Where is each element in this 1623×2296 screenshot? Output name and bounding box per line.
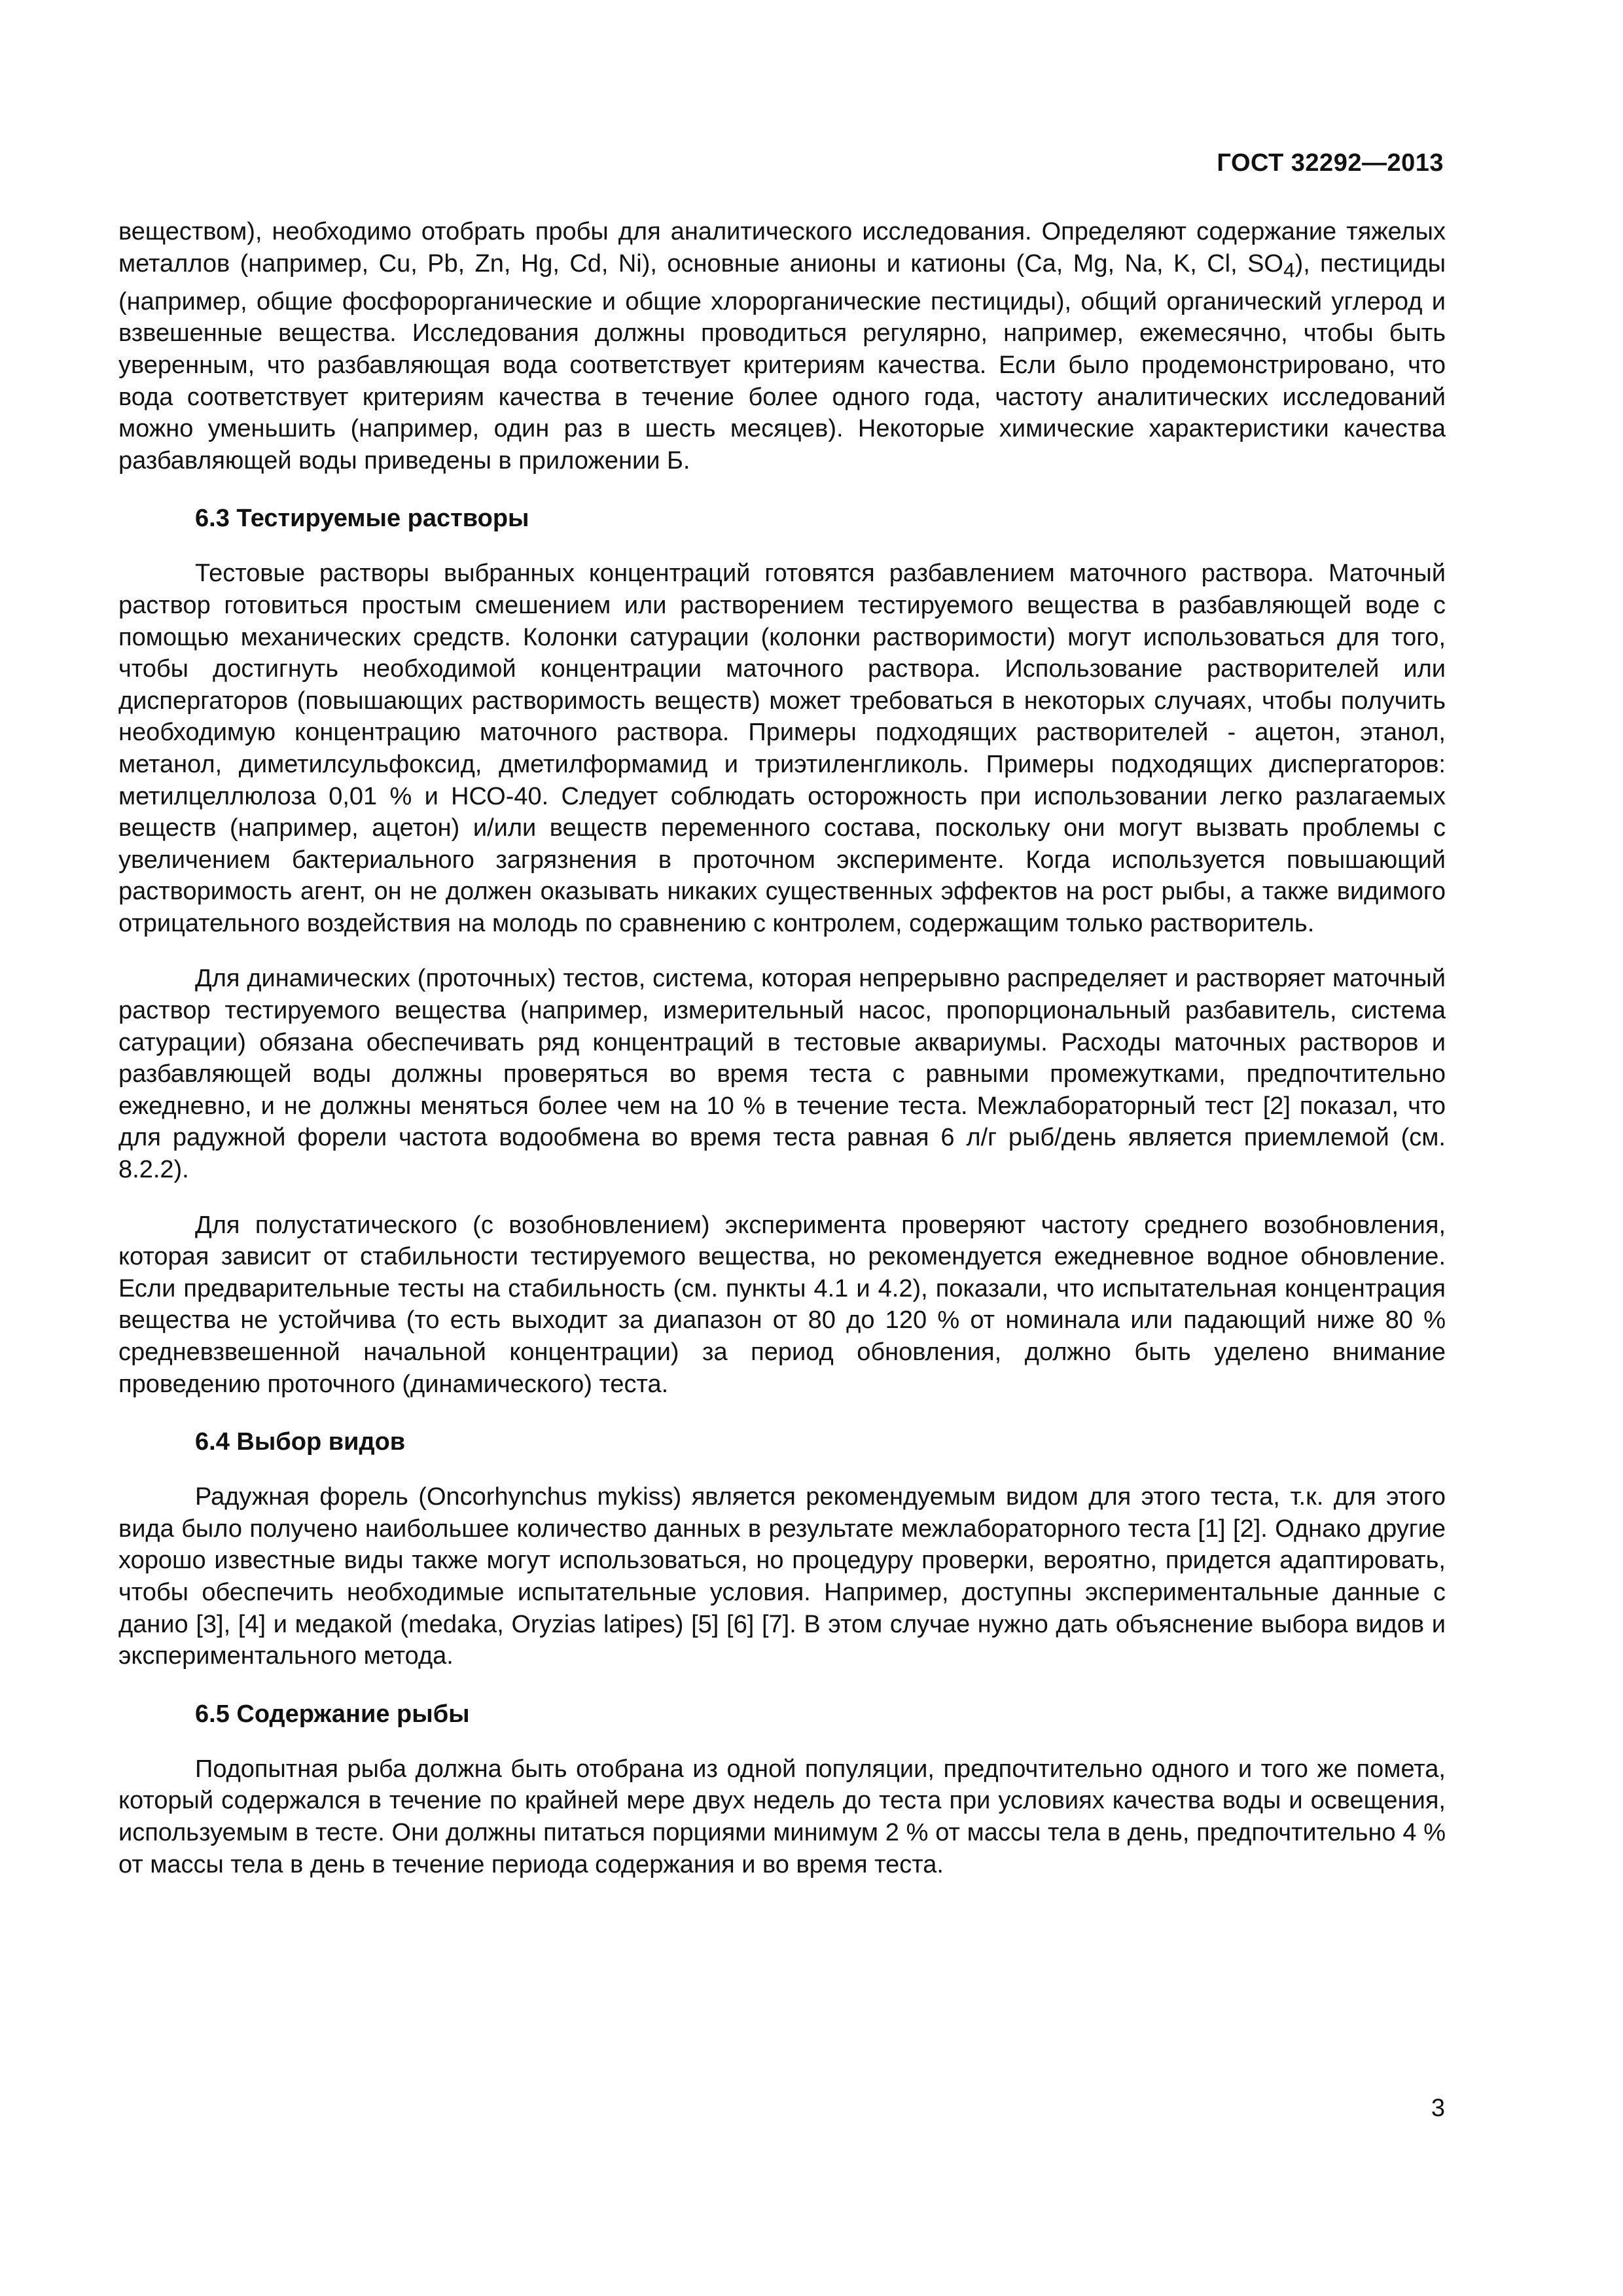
paragraph-continued-text-b: ), пестициды (например, общие фосфорорганические и общие хлорорганические пестициды), общий органический углерод и взвешенные вещества. Исследования должны проводиться регулярно, например, ежемесячно, чтобы быть уверенным, что разбавляющая вода соответствует критериям качества. Если было продемонстрировано, что вода соответствует критериям качества в течение более одного года, частоту аналитических исследований можно уменьшить (например, один раз в шесть месяцев). Некоторые химические характеристики качества разбавляющей воды приведены в приложении Б. xyxy=(118,249,1446,475)
section-6-4-title: 6.4 Выбор видов xyxy=(195,1428,406,1456)
section-6-3-paragraph-2: Для динамических (проточных) тестов, система, которая непрерывно распределяет и растворяет маточный раствор тестируемого вещества (например, измерительный насос, пропорциональный разбавитель, система сатурации) обязана обеспечивать ряд концентраций в тестовые аквариумы. Расходы маточных растворов и разбавляющей воды должны проверяться во время теста с равными промежутками, предпочтительно ежедневно, и не должны меняться более чем на 10 % в течение теста. Межлабораторный тест [2] показал, что для радужной форели частота водообмена во время теста равная 6 л/г рыб/день является приемлемой (см. 8.2.2). xyxy=(118,965,1446,1184)
paragraph-continued-text-a: веществом), необходимо отобрать пробы для аналитического исследования. Определяют содержание тяжелых металлов (например, Cu, Pb, Zn, Hg, Cd, Ni), основные анионы и катионы (Ca, Mg, Na, K, Cl, SO xyxy=(118,218,1446,278)
section-6-3-paragraph-3: Для полустатического (с возобновлением) эксперимента проверяют частоту среднего возобновления, которая зависит от стабильности тестируемого вещества, но рекомендуется ежедневное водное обновление. Если предварительные тесты на стабильность (см. пункты 4.1 и 4.2), показали, что испытательная концентрация вещества не устойчива (то есть выходит за диапазон от 80 до 120 % от номинала или падающий ниже 80 % средневзвешенной начальной концентрации) за период обновления, должно быть уделено внимание проведению проточного (динамического) теста. xyxy=(118,1211,1446,1398)
document-code-header: ГОСТ 32292—2013 xyxy=(1217,149,1444,177)
page-number: 3 xyxy=(1431,2094,1445,2122)
sulfate-subscript: 4 xyxy=(1283,258,1295,282)
paragraph-continued xyxy=(118,216,1446,476)
section-6-5-title: 6.5 Содержание рыбы xyxy=(195,1700,470,1728)
section-6-3-paragraph-1: Тестовые растворы выбранных концентраций готовятся разбавлением маточного раствора. Маточный раствор готовиться простым смешением или растворением тестируемого вещества в разбавляющей воде с помощью механических средств. Колонки сатурации (колонки растворимости) могут использоваться для того, чтобы достигнуть необходимой концентрации маточного раствора. Использование растворителей или диспергаторов (повышающих растворимость веществ) может требоваться в некоторых случаях, чтобы получить необходимую концентрацию маточного раствора. Примеры подходящих растворителей - ацетон, этанол, метанол, диметилсульфоксид, дметилформамид и триэтиленгликоль. Примеры подходящих диспергаторов: метилцеллюлоза 0,01 % и НСО-40. Следует соблюдать осторожность при использовании легко разлагаемых веществ (например, ацетон) и/или веществ переменного состава, поскольку они могут вызвать проблемы с увеличением бактериального загрязнения в проточном эксперименте. Когда используется повышающий растворимость агент, он не должен оказывать никаких существенных эффектов на рост рыбы, а также видимого отрицательного воздействия на молодь по сравнению с контролем, содержащим только растворитель. xyxy=(118,560,1446,937)
document-body xyxy=(118,216,1446,1880)
section-6-5-paragraph-1: Подопытная рыба должна быть отобрана из одной популяции, предпочтительно одного и того же помета, который содержался в течение по крайней мере двух недель до теста при условиях качества воды и освещения, используемым в тесте. Они должны питаться порциями минимум 2 % от массы тела в день, предпочтительно 4 % от массы тела в день в течение периода содержания и во время теста. xyxy=(118,1755,1446,1878)
section-6-3-title: 6.3 Тестируемые растворы xyxy=(195,505,529,533)
section-6-4-paragraph-1: Радужная форель (Oncorhynchus mykiss) является рекомендуемым видом для этого теста, т.к. для этого вида было получено наибольшее количество данных в результате межлабораторного теста [1] [2]. Однако другие хорошо известные виды также могут использоваться, но процедуру проверки, вероятно, придется адаптировать, чтобы обеспечить необходимые испытательные условия. Например, доступны экспериментальные данные с данио [3], [4] и медакой (medaka, Oryzias latipes) [5] [6] [7]. В этом случае нужно дать объяснение выбора видов и экспериментального метода. xyxy=(118,1483,1446,1670)
